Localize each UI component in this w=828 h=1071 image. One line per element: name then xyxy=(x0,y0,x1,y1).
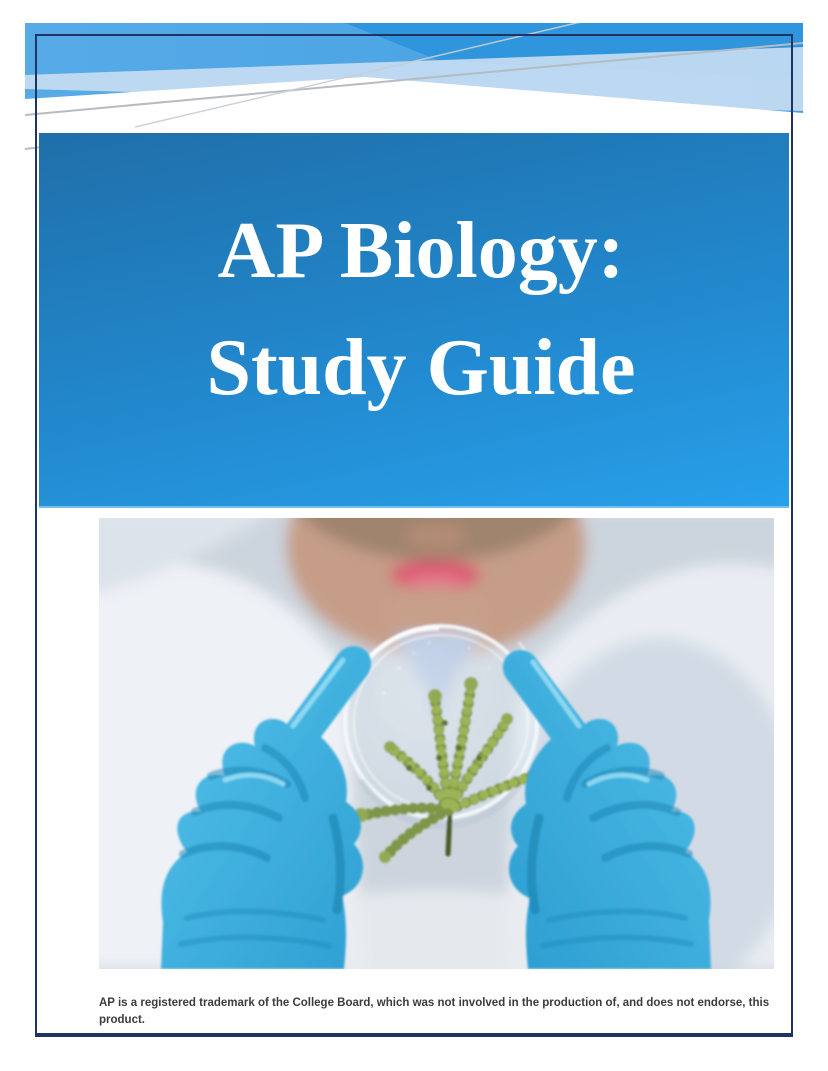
disclaimer-line2: product. xyxy=(99,1013,145,1026)
cover-photo xyxy=(99,518,774,969)
page-title-line2: Study Guide xyxy=(206,324,636,412)
disclaimer-line1: AP is a registered trademark of the College Board, which was not involved in the production of, and does not endorse, this xyxy=(99,997,770,1009)
title-banner xyxy=(39,133,789,508)
disclaimer-text xyxy=(99,995,770,1028)
page-title-line1: AP Biology: xyxy=(217,207,625,295)
